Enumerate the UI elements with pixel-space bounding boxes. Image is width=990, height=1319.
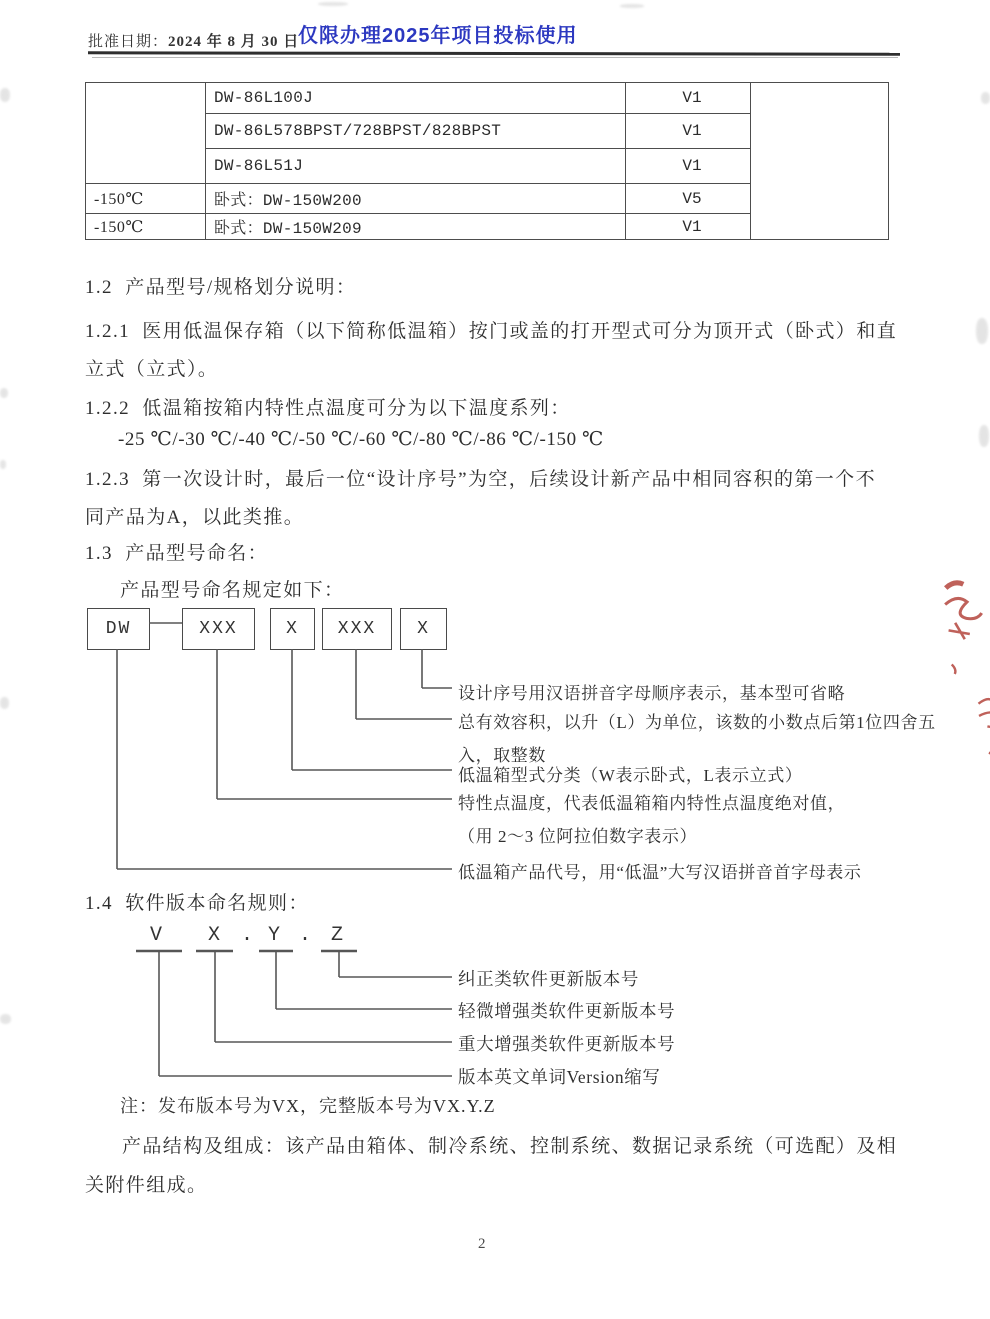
model-code-box-serial: X	[400, 608, 447, 650]
table-cell-model: DW-86L578BPST/728BPST/828BPST	[206, 114, 626, 149]
table-cell-version: V1	[626, 114, 751, 149]
scan-smudge	[0, 388, 8, 398]
label-char-temp-note: （用 2～3 位阿拉伯数字表示）	[458, 827, 698, 846]
scan-smudge	[0, 697, 9, 709]
label-major-version: 重大增强类软件更新版本号	[458, 1034, 676, 1054]
approval-date-label: 批准日期：	[88, 34, 169, 50]
version-letter-x: X	[208, 924, 221, 947]
label-product-code: 低温箱产品代号，用“低温”大写汉语拼音首字母表示	[458, 863, 862, 882]
section-1-2-1-line2: 立式（立式）。	[85, 359, 219, 380]
label-design-serial: 设计序号用汉语拼音字母顺序表示，基本型可省略	[458, 684, 846, 703]
header-rule-shadow	[92, 57, 898, 58]
table-cell-model: 卧式：DW-150W200	[206, 184, 626, 214]
table-cell-temp: -150℃	[86, 214, 206, 240]
header-rule	[88, 51, 900, 55]
composition-paragraph-line2: 关附件组成。	[85, 1175, 208, 1196]
naming-intro-line: 产品型号命名规定如下：	[120, 580, 345, 601]
model-version-table	[85, 82, 889, 240]
table-cell-model: DW-86L51J	[206, 149, 626, 184]
table-cell-version: V1	[626, 149, 751, 184]
version-dot-2: .	[299, 924, 312, 947]
version-letter-y: Y	[268, 924, 281, 947]
version-note-line: 注：发布版本号为VX，完整版本号为VX.Y.Z	[120, 1096, 496, 1116]
scan-smudge	[620, 4, 644, 8]
scan-smudge	[976, 318, 988, 344]
table-cell-notes-merged	[751, 83, 889, 240]
version-letter-z: Z	[331, 924, 344, 947]
table-cell-model: 卧式：DW-150W209	[206, 214, 626, 240]
table-cell-temp: -150℃	[86, 184, 206, 214]
temperature-series-line: -25 ℃/-30 ℃/-40 ℃/-50 ℃/-60 ℃/-80 ℃/-86 ℃/-150 ℃	[118, 429, 604, 450]
section-1-2-2-heading: 1.2.2 低温箱按箱内特性点温度可分为以下温度系列：	[85, 398, 571, 419]
scan-smudge	[979, 425, 989, 447]
section-1-3-heading: 1.3 产品型号命名：	[85, 543, 269, 564]
restriction-stamp-text: 仅限办理2025年项目投标使用	[298, 25, 578, 47]
table-cell-temp-merged	[86, 83, 206, 184]
label-capacity: 总有效容积，以升（L）为单位，该数的小数点后第1位四舍五入，取整数	[458, 713, 936, 765]
label-char-temp: 特性点温度，代表低温箱箱内特性点温度绝对值，	[458, 794, 846, 813]
approval-date-line	[88, 30, 299, 51]
scan-smudge	[0, 88, 10, 102]
scan-smudge	[0, 1014, 11, 1024]
page-number: 2	[478, 1236, 486, 1252]
composition-paragraph-line1: 产品结构及组成：该产品由箱体、制冷系统、控制系统、数据记录系统（可选配）及相	[122, 1136, 898, 1157]
model-code-box-dw: DW	[87, 608, 150, 650]
label-minor-version: 轻微增强类软件更新版本号	[458, 1001, 676, 1021]
section-1-2-3-line2: 同产品为A，以此类推。	[85, 507, 305, 528]
label-version-abbr: 版本英文单词Version缩写	[458, 1067, 661, 1087]
scan-smudge	[981, 92, 990, 104]
table-cell-model: DW-86L100J	[206, 83, 626, 114]
table-cell-version: V1	[626, 83, 751, 114]
model-code-box-capacity: XXX	[322, 608, 392, 650]
table-cell-version: V5	[626, 184, 751, 214]
model-code-box-temp: XXX	[182, 608, 255, 650]
section-1-2-3-line1: 1.2.3 第一次设计时，最后一位“设计序号”为空，后续设计新产品中相同容积的第一个不	[85, 469, 876, 490]
table-cell-version: V1	[626, 214, 751, 240]
label-type-class: 低温箱型式分类（W表示卧式，L表示立式）	[458, 766, 803, 785]
version-letter-v: V	[150, 924, 163, 947]
section-1-2-heading: 1.2 产品型号/规格划分说明：	[85, 277, 357, 298]
label-correction-version: 纠正类软件更新版本号	[458, 969, 639, 989]
model-code-box-type: X	[270, 608, 315, 650]
scan-smudge	[318, 2, 348, 6]
version-dot-1: .	[241, 924, 254, 947]
section-1-2-1-line1: 1.2.1 医用低温保存箱（以下简称低温箱）按门或盖的打开型式可分为顶开式（卧式）和直	[85, 321, 898, 342]
approval-date-value: 2024 年 8 月 30 日	[168, 34, 300, 50]
scan-smudge	[0, 460, 6, 469]
section-1-4-heading: 1.4 软件版本命名规则：	[85, 893, 309, 914]
table-row	[86, 83, 889, 114]
